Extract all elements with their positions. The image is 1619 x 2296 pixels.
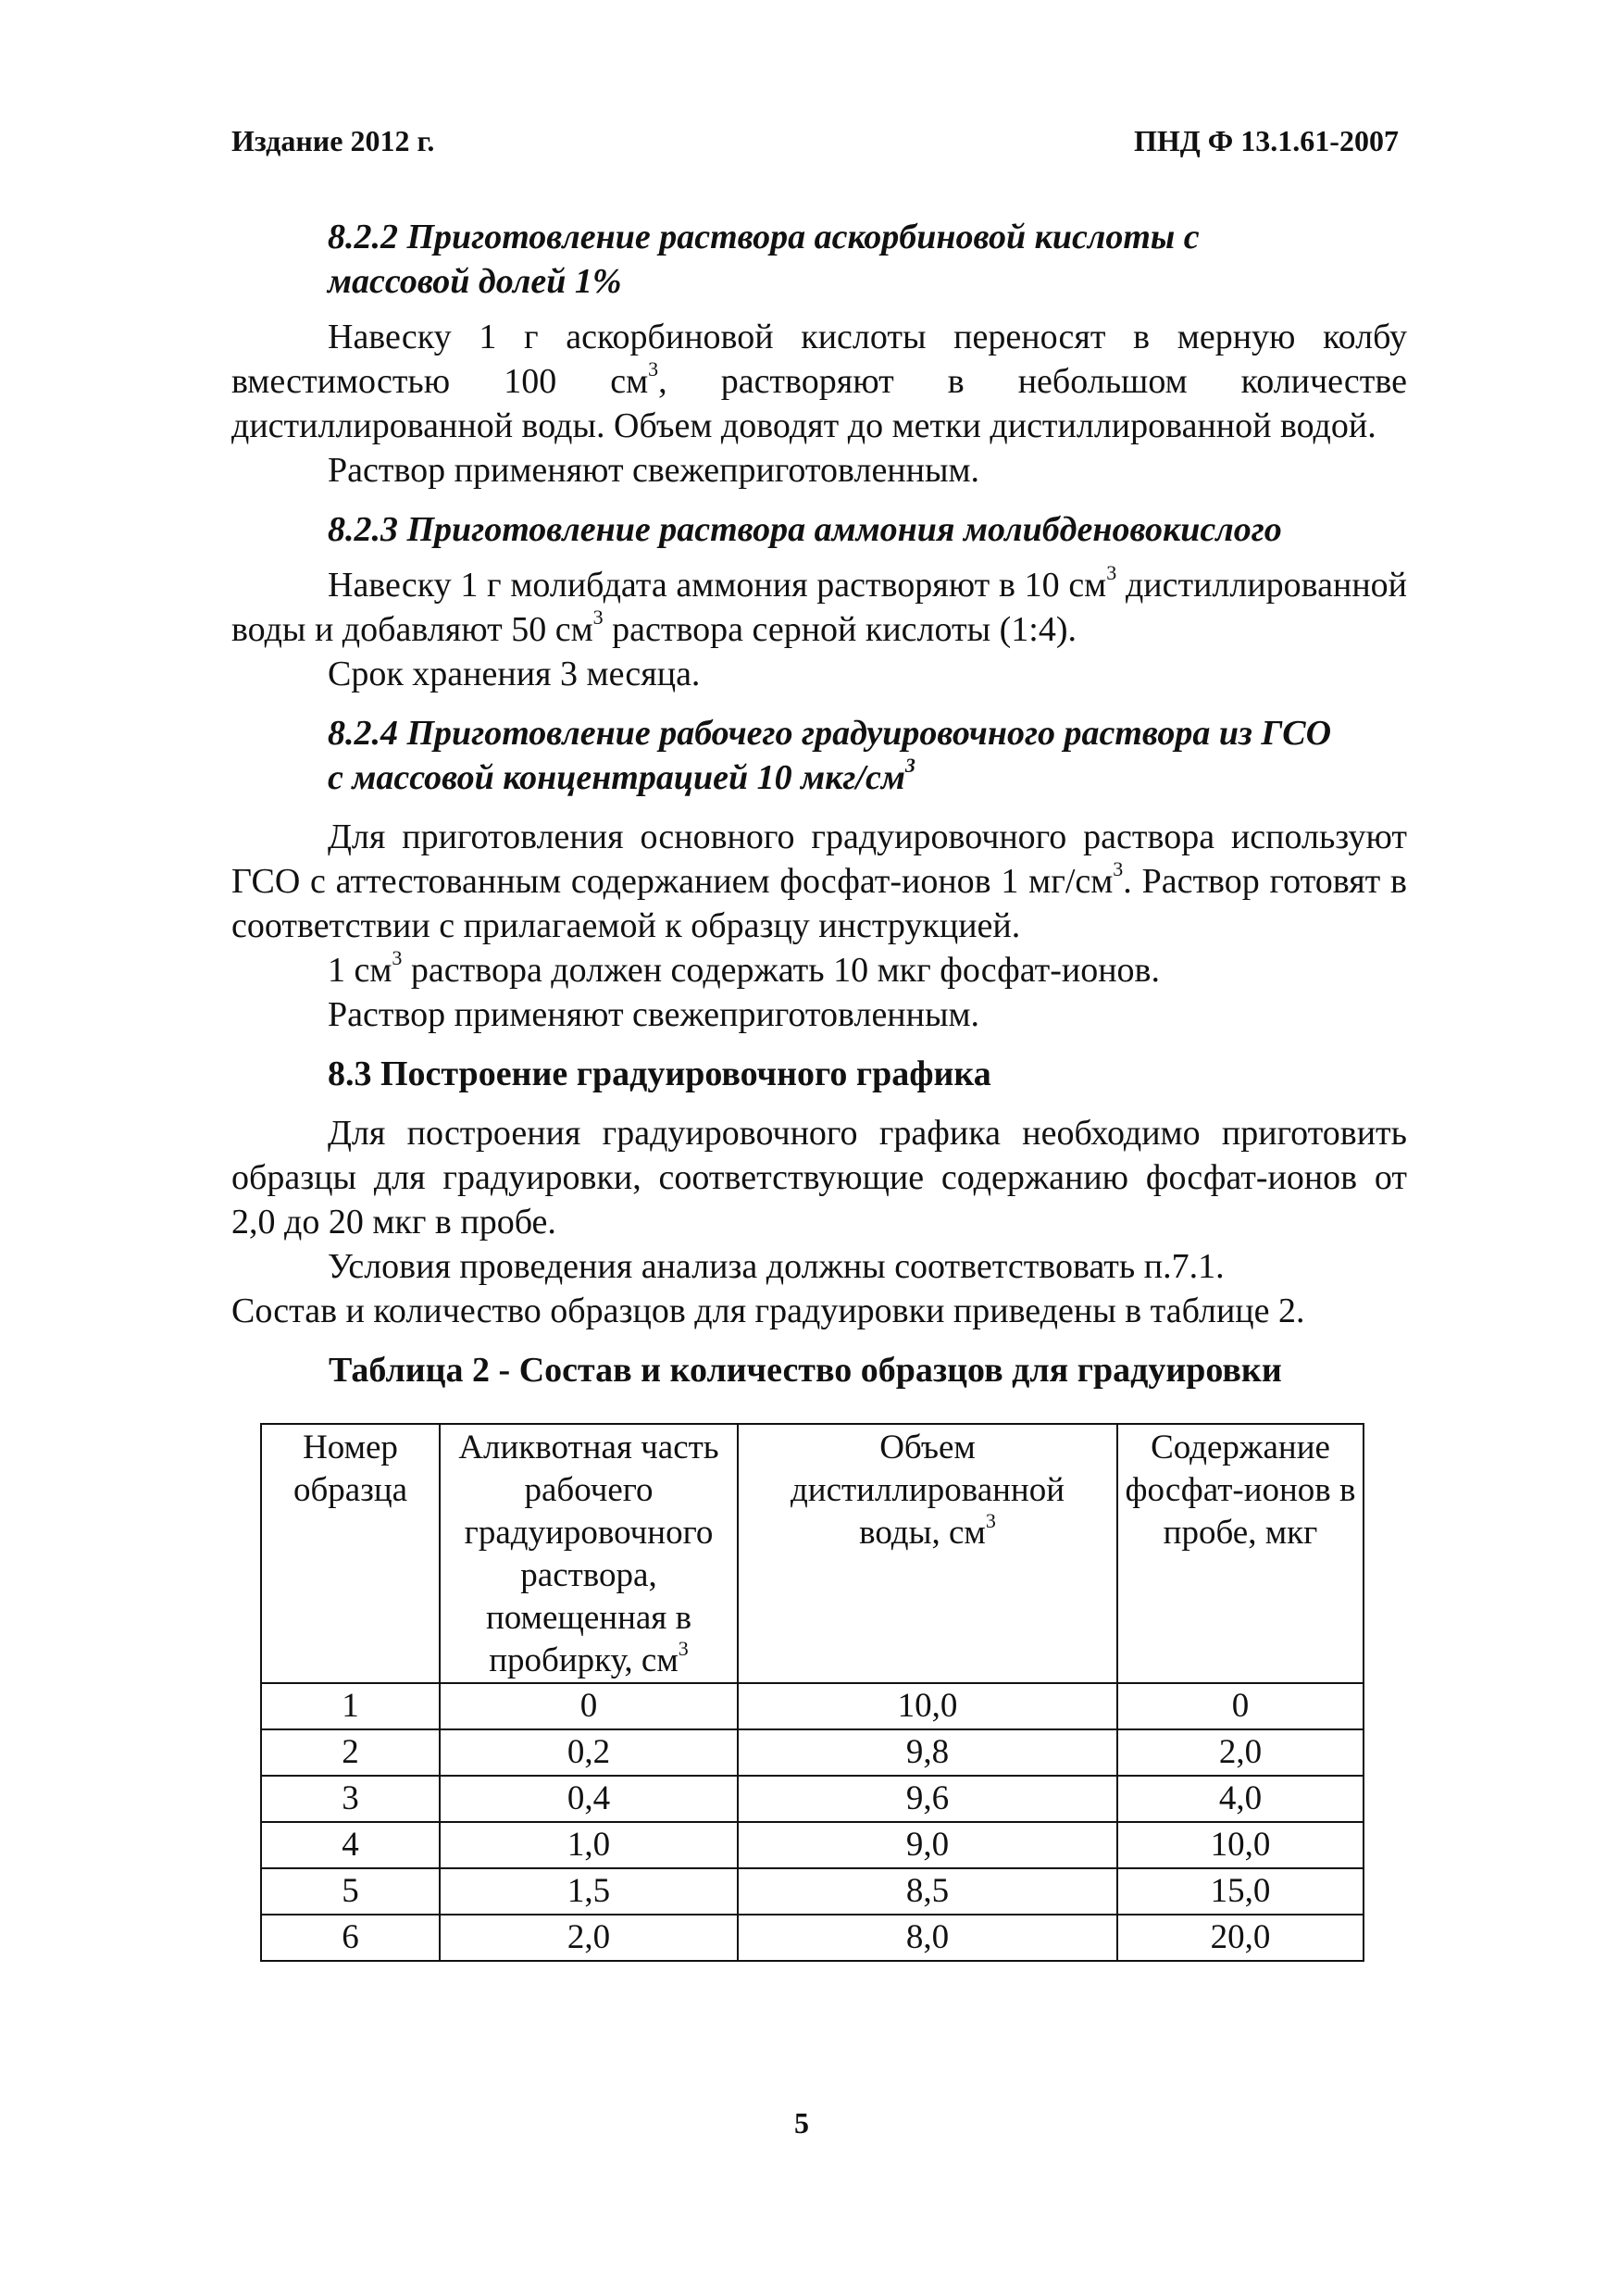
heading-line: с массовой концентрацией 10 мкг/$см^3$	[328, 754, 915, 797]
page-number: 5	[794, 2106, 809, 2140]
table-row	[261, 1776, 1364, 1822]
heading-line: массовой долей 1%	[328, 262, 622, 301]
table-cell: 2	[261, 1729, 440, 1776]
table-cell: 8,0	[738, 1915, 1117, 1961]
table-row	[261, 1868, 1364, 1915]
table-row	[261, 1683, 1364, 1729]
paragraph: Раствор применяют свежеприготовленным.	[328, 451, 980, 490]
table-cell: 0	[1117, 1683, 1364, 1729]
table-row	[261, 1822, 1364, 1868]
heading-line: 8.2.2 Приготовление раствора аскорбиновой кислоты с	[328, 218, 1200, 256]
paragraph: Раствор применяют свежеприготовленным.	[328, 995, 980, 1034]
table-cell: 4	[261, 1822, 440, 1868]
paragraph: Срок хранения 3 месяца.	[328, 655, 701, 693]
column-header: Номер образца	[261, 1424, 440, 1683]
table-cell: 1,0	[440, 1822, 738, 1868]
table-cell: 1	[261, 1683, 440, 1729]
table-cell: 4,0	[1117, 1776, 1364, 1822]
paragraph: Навеску 1 г аскорбиновой кислоты переносят в мерную колбу вместимостью 100 $см^3$, растворяют в небольшом количестве дистиллированной воды. Объем доводят до метки дистиллированной водой.	[231, 318, 1407, 445]
table-cell: 9,6	[738, 1776, 1117, 1822]
table-cell: 2,0	[1117, 1729, 1364, 1776]
column-header: Содержание фосфат-ионов в пробе, мкг	[1117, 1424, 1364, 1683]
table-cell: 9,8	[738, 1729, 1117, 1776]
section-8-2-2-heading	[231, 215, 1364, 304]
table-row	[261, 1729, 1364, 1776]
table-title: Таблица 2 - Состав и количество образцов для градуировки	[329, 1351, 1282, 1390]
paragraph: Навеску 1 г молибдата аммония растворяют в 10 $см^3$ дистиллированной воды и добавляют 50 $см^3$ раствора серной кислоты (1:4).	[231, 561, 1407, 649]
table-cell: 0,2	[440, 1729, 738, 1776]
table-cell: 5	[261, 1868, 440, 1915]
document-body	[231, 215, 1407, 1333]
section-8-3-heading: 8.3 Построение градуировочного графика	[328, 1054, 991, 1093]
table-cell: 15,0	[1117, 1868, 1364, 1915]
table-cell: 3	[261, 1776, 440, 1822]
table-cell: 10,0	[1117, 1822, 1364, 1868]
table-cell: 6	[261, 1915, 440, 1961]
paragraph: Для приготовления основного градуировочного раствора используют ГСО с аттестованным содержанием фосфат-ионов 1 $мг/см^3$. Раствор готовят в соответствии с прилагаемой к образцу инструкцией.	[231, 817, 1407, 945]
samples-table	[260, 1423, 1364, 1962]
table-cell: 8,5	[738, 1868, 1117, 1915]
table-header-row	[261, 1424, 1364, 1683]
paragraph: Состав и количество образцов для градуировки приведены в таблице 2.	[231, 1292, 1305, 1330]
table-cell: 9,0	[738, 1822, 1117, 1868]
table-cell: 20,0	[1117, 1915, 1364, 1961]
section-8-2-3-heading: 8.2.3 Приготовление раствора аммония молибденовокислого	[328, 510, 1282, 549]
table-cell: 1,5	[440, 1868, 738, 1915]
table-cell: 0	[440, 1683, 738, 1729]
heading-line: 8.2.4 Приготовление рабочего градуировочного раствора из ГСО	[328, 714, 1332, 753]
table-cell: 0,4	[440, 1776, 738, 1822]
document-code: ПНД Ф 13.1.61-2007	[1134, 124, 1399, 157]
edition-label: Издание 2012 г.	[231, 124, 435, 157]
table-cell: 2,0	[440, 1915, 738, 1961]
table-row	[261, 1915, 1364, 1961]
paragraph: Для построения градуировочного графика необходимо приготовить образцы для градуировки, соответствующие содержанию фосфат-ионов от 2,0 до 20 мкг в пробе.	[231, 1114, 1407, 1242]
column-header: Аликвотная часть рабочего градуировочного раствора, помещенная в пробирку, $см^3$	[440, 1424, 738, 1683]
paragraph: 1 $см^3$ раствора должен содержать 10 мкг фосфат-ионов.	[328, 946, 1160, 990]
table-cell: 10,0	[738, 1683, 1117, 1729]
section-8-2-4-heading	[231, 711, 1364, 800]
column-header: Объем дистиллированной воды, $см^3$	[738, 1424, 1117, 1683]
paragraph: Условия проведения анализа должны соответствовать п.7.1.	[328, 1247, 1225, 1286]
